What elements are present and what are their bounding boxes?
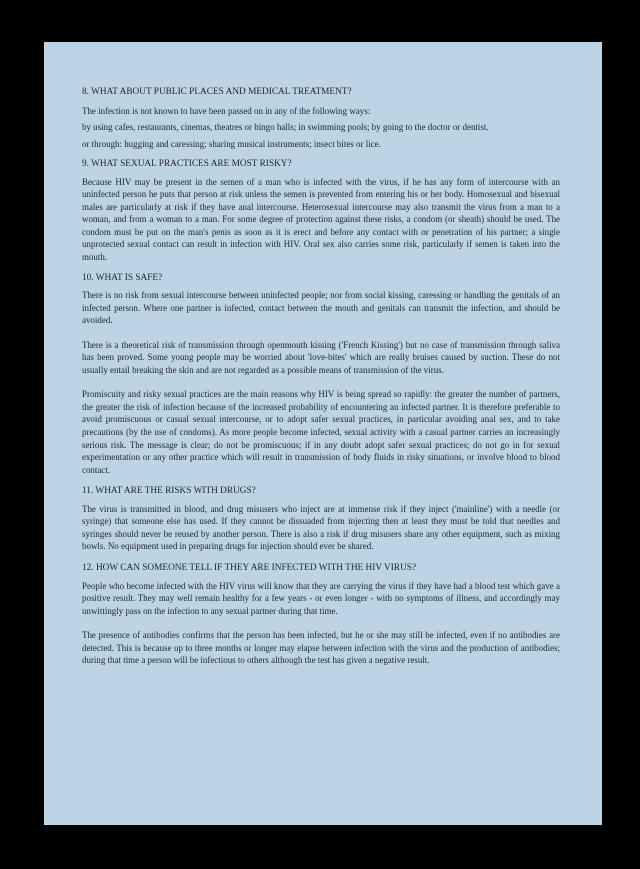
section-10-paragraph-2: There is a theoretical risk of transmission through openmouth kissing ('French Kissing') but no case of transmission through saliva has been proved. Some young people may be worried about 'love-bites' which are really bruises caused by suction. These do not usually entail breaking the skin and are not regarded as a possible means of transmission of the virus. bbox=[82, 339, 560, 375]
section-10-paragraph-1: There is no risk from sexual intercourse between uninfected people; nor from social kissing, caressing or handling the genitals of an infected person. Where one partner is infected, contact between the mouth and genitals can transmit the infection, and should be avoided. bbox=[82, 290, 560, 326]
section-8-paragraph-2: by using cafes, restaurants, cinemas, theatres or bingo halls; in swimming pools; by going to the doctor or dentist. bbox=[82, 122, 489, 133]
section-12-paragraph-2: The presence of antibodies confirms that the person has been infected, but he or she may still be infected, even if no antibodies are detected. This is because up to three months or longer may elapse between infection with the virus and the production of antibodies; during that time a person will be infectious to others although the test has given a negative result. bbox=[82, 630, 560, 666]
section-9-heading: 9. WHAT SEXUAL PRACTICES ARE MOST RISKY? bbox=[82, 159, 292, 170]
section-11-heading: 11. WHAT ARE THE RISKS WITH DRUGS? bbox=[82, 486, 256, 497]
section-9-paragraph-1: Because HIV may be present in the semen of a man who is infected with the virus, if he has any form of intercourse with an uninfected person he puts that person at risk unless the semen is prevented from entering his or her body. Homosexual and bisexual males are particularly at risk if they have anal intercourse. Heterosexual intercourse may also transmit the virus from a man to a woman, and from a woman to a man. For some degree of protection against these risks, a condom (or sheath) should be used. The condom must be put on the man's penis as soon as it is erect and before any contact with or penetration of his partner; a single unprotected sexual contact can result in infection with HIV. Oral sex also carries some risk, particularly if semen is taken into the mouth. bbox=[82, 176, 560, 263]
section-11-paragraph-1: The virus is transmitted in blood, and drug misusers who inject are at immense risk if they inject ('mainline') with a needle (or syringe) that someone else has used. If they cannot be dissuaded from injecting then at least they must be told that needles and syringes should never be reused by another person. There is also a risk if drug misusers share any other equipment, such as mixing bowls. No equipment used in preparing drugs for injection should ever be shared. bbox=[82, 503, 560, 552]
section-12-heading: 12. HOW CAN SOMEONE TELL IF THEY ARE INFECTED WITH THE HIV VIRUS? bbox=[82, 562, 417, 573]
section-8-paragraph-3: or through: hugging and caressing; sharing musical instruments; insect bites or lice. bbox=[82, 138, 381, 149]
section-8-heading: 8. WHAT ABOUT PUBLIC PLACES AND MEDICAL TREATMENT? bbox=[82, 87, 352, 97]
section-8-paragraph-1: The infection is not known to have been passed on in any of the following ways: bbox=[82, 105, 371, 116]
document-content bbox=[82, 86, 560, 667]
section-12-paragraph-1: People who become infected with the HIV virus will know that they are carrying the virus if they have had a blood test which gave a positive result. They may well remain healthy for a few years - or even longer - with no symptoms of illness, and accordingly may unwittingly pass on the infection to any sexual partner during that time. bbox=[82, 580, 560, 616]
section-10-heading: 10. WHAT IS SAFE? bbox=[82, 272, 163, 283]
section-10-paragraph-3: Promiscuity and risky sexual practices are the main reasons why HIV is being spread so rapidly: the greater the number of partners, the greater the risk of infection because of the increased probability of encountering an infected partner. It is therefore preferable to avoid promiscuous or casual sexual intercourse, or to adopt safer sexual practices, in particular avoiding anal sex, and to take precautions (by the use of condoms). As more people become infected, sexual activity with a casual partner carries an increasingly serious risk. The message is clear; do not be promiscuous; if in any doubt adopt safer sexual practices; do not go in for sexual experimentation or any other practice which will result in transmission of body fluids in risky situations, or involve blood to blood contact. bbox=[82, 389, 560, 475]
document-page bbox=[44, 42, 602, 825]
